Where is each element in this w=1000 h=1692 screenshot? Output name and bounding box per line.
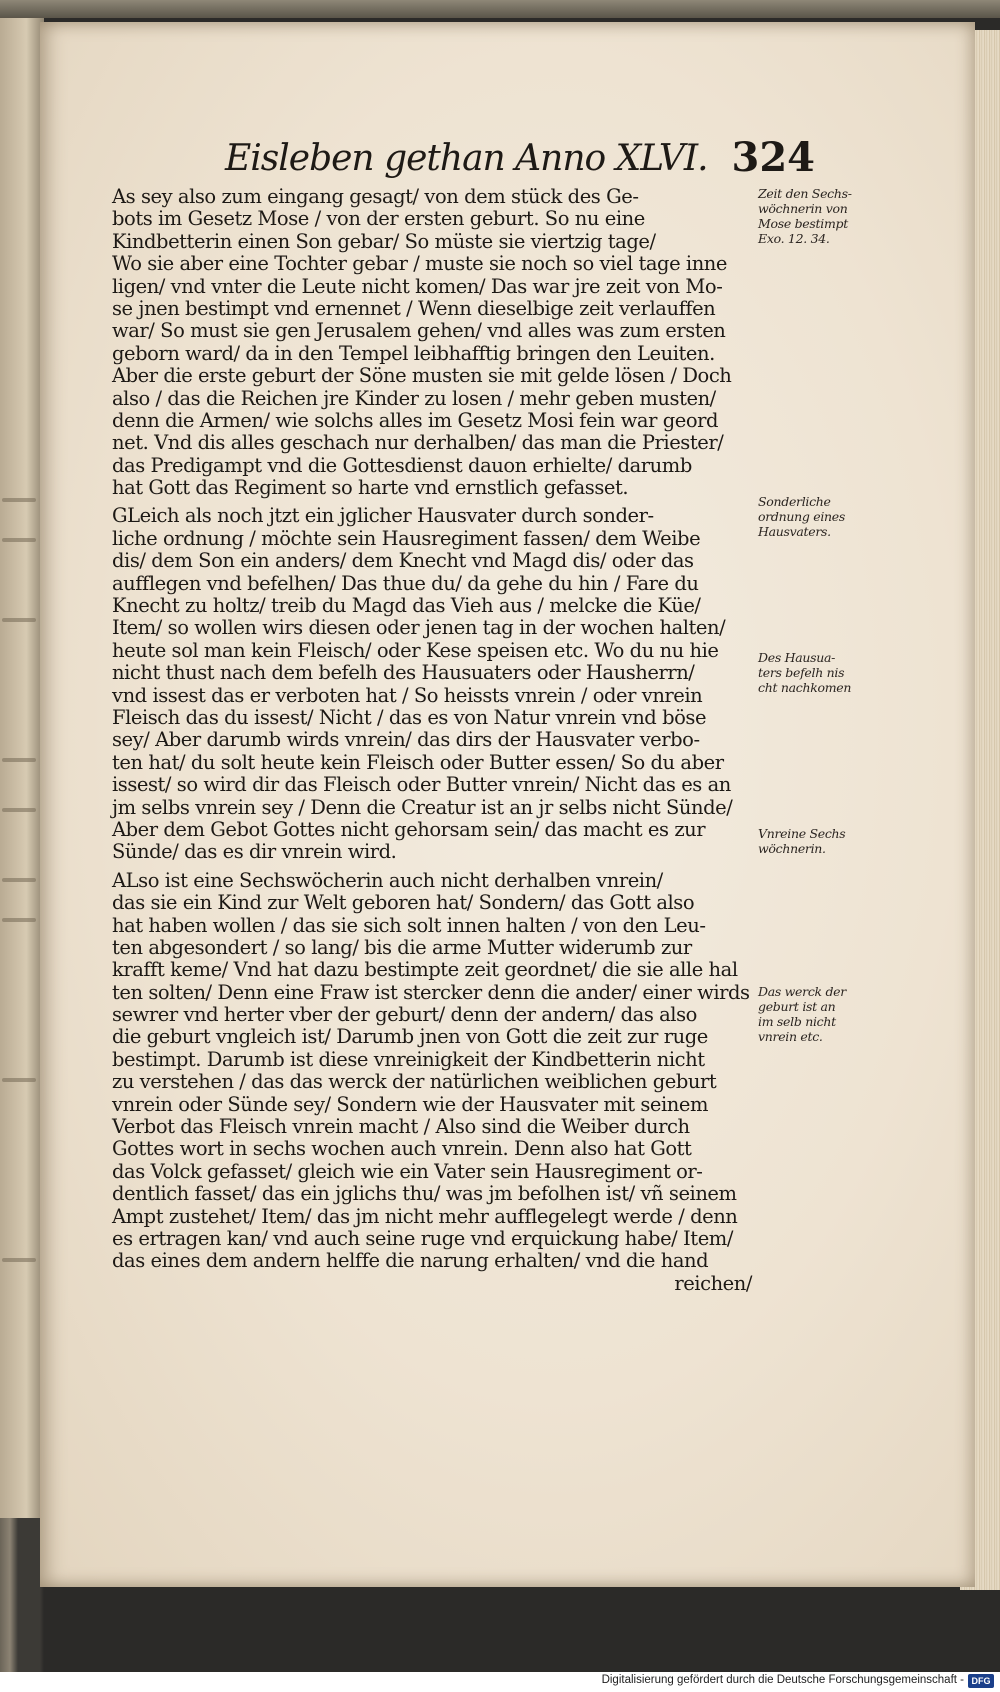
text-line: das Predigampt vnd die Gottesdienst dauon erhielte/ darumb — [112, 453, 692, 477]
text-line: bots im Gesetz Mose / von der ersten geburt. So nu eine — [112, 207, 645, 231]
margin-note-line: wöchnerin. — [758, 841, 826, 856]
text-line: Verbot das Fleisch vnrein macht / Also sind die Weiber durch — [112, 1115, 690, 1139]
page-header — [225, 134, 815, 188]
text-line: ten solten/ Denn eine Fraw ist stercker denn die ander/ einer wirds — [112, 980, 750, 1004]
dfg-logo: DFG — [968, 1674, 994, 1688]
text-line: Sünde/ das es dir vnrein wird. — [112, 840, 397, 864]
text-line: das eines dem andern helffe die narung erhalten/ vnd die hand — [112, 1249, 709, 1273]
text-line: GLeich als noch jtzt ein jglicher Hausvater durch sonder- — [112, 504, 654, 528]
text-line: vnrein oder Sünde sey/ Sondern wie der Hausvater mit seinem — [112, 1092, 709, 1116]
previous-page-edge — [0, 18, 44, 1518]
text-line: Kindbetterin einen Son gebar/ So müste sie viertzig tage/ — [112, 229, 656, 253]
margin-note-line: ordnung eines — [758, 509, 845, 524]
text-line: hat haben wollen / das sie sich solt innen halten / von den Leu- — [112, 913, 706, 937]
paragraph — [112, 505, 752, 863]
text-line: nicht thust nach dem befelh des Hausuaters oder Hausherrn/ — [112, 661, 695, 685]
text-line: zu verstehen / das das werck der natürlichen weiblichen geburt — [112, 1070, 717, 1094]
text-line: Gottes wort in sechs wochen auch vnrein. Denn also hat Gott — [112, 1137, 692, 1161]
text-line: Ampt zustehet/ Item/ das jm nicht mehr aufflegelegt werde / denn — [112, 1204, 738, 1228]
running-title: Eisleben gethan Anno XLVI. — [225, 138, 708, 179]
margin-note-line: Vnreine Sechs — [758, 826, 846, 841]
text-line: ten hat/ du solt heute kein Fleisch oder Butter essen/ So du aber — [112, 750, 724, 774]
margin-note — [758, 186, 908, 246]
margin-note-line: geburt ist an — [758, 999, 836, 1014]
text-line: net. Vnd dis alles geschach nur derhalben/ das man die Priester/ — [112, 431, 724, 455]
folio-number: 324 — [731, 134, 815, 181]
text-line: Wo sie aber eine Tochter gebar / muste sie noch so viel tage inne — [112, 252, 728, 276]
text-line: krafft keme/ Vnd hat dazu bestimpte zeit geordnet/ die sie alle hal — [112, 958, 738, 982]
text-line: aufflegen vnd befelhen/ Das thue du/ da gehe du hin / Fare du — [112, 571, 699, 595]
paragraph — [112, 870, 752, 1273]
text-line: die geburt vngleich ist/ Darumb jnen von Gott die zeit zur ruge — [112, 1025, 708, 1049]
text-line: das sie ein Kind zur Welt geboren hat/ Sondern/ das Gott also — [112, 891, 695, 915]
text-line: das Volck gefasset/ gleich wie ein Vater sein Hausregiment or- — [112, 1159, 703, 1183]
margin-note-line: Das werck der — [758, 984, 846, 999]
margin-note-line: Mose bestimpt — [758, 216, 848, 231]
margin-note-line: ters befelh nis — [758, 665, 845, 680]
text-line: Fleisch das du issest/ Nicht / das es von Natur vnrein vnd böse — [112, 705, 707, 729]
margin-note-line: Sonderliche — [758, 494, 831, 509]
text-line: Aber die erste geburt der Söne musten sie mit gelde lösen / Doch — [112, 364, 732, 388]
text-line: bestimpt. Darumb ist diese vnreinigkeit der Kindbetterin nicht — [112, 1047, 705, 1071]
text-line: issest/ so wird dir das Fleisch oder Butter vnrein/ Nicht das es an — [112, 773, 731, 797]
text-line: liche ordnung / möchte sein Hausregiment fassen/ dem Weibe — [112, 526, 701, 550]
margin-note-line: wöchnerin von — [758, 201, 848, 216]
catchword: reichen/ — [674, 1271, 752, 1295]
text-line: war/ So must sie gen Jerusalem gehen/ vnd alles was zum ersten — [112, 319, 726, 343]
text-line: vnd issest das er verboten hat / So heissts vnrein / oder vnrein — [112, 683, 703, 707]
text-line: sey/ Aber darumb wirds vnrein/ das dirs der Hausvater verbo- — [112, 728, 700, 752]
margin-note — [758, 650, 908, 695]
text-line: Knecht zu holtz/ treib du Magd das Vieh aus / melcke die Küe/ — [112, 594, 701, 618]
paragraph — [112, 186, 752, 499]
text-line: jm selbs vnrein sey / Denn die Creatur ist an jr selbs nicht Sünde/ — [112, 795, 733, 819]
scanner-top-edge — [0, 0, 1000, 18]
margin-note-line: Des Hausua- — [758, 650, 836, 665]
text-line: sewrer vnd herter vber der geburt/ denn der andern/ das also — [112, 1003, 697, 1027]
text-line: Aber dem Gebot Gottes nicht gehorsam sein/ das macht es zur — [112, 817, 706, 841]
funding-credit: Digitalisierung gefördert durch die Deutsche Forschungsgemeinschaft - — [601, 1674, 964, 1686]
margin-note-line: vnrein etc. — [758, 1029, 823, 1044]
margin-note — [758, 826, 908, 856]
main-text-block — [112, 186, 752, 1295]
margin-note-line: im selb nicht — [758, 1014, 836, 1029]
text-line: hat Gott das Regiment so harte vnd ernstlich gefasset. — [112, 476, 629, 500]
text-line: ligen/ vnd vnter die Leute nicht komen/ Das war jre zeit von Mo- — [112, 274, 723, 298]
margin-note — [758, 494, 908, 539]
text-line: dis/ dem Son ein anders/ dem Knecht vnd Magd dis/ oder das — [112, 549, 694, 573]
text-line: ALso ist eine Sechswöcherin auch nicht derhalben vnrein/ — [112, 868, 663, 892]
text-line: es ertragen kan/ vnd auch seine ruge vnd erquickung habe/ Item/ — [112, 1226, 733, 1250]
text-line: se jnen bestimpt vnd ernennet / Wenn dieselbige zeit verlauffen — [112, 296, 716, 320]
text-line: As sey also zum eingang gesagt/ von dem stück des Ge- — [112, 185, 639, 208]
text-line: dentlich fasset/ das ein jglichs thu/ was jm befolhen ist/ vñ seinem — [112, 1182, 737, 1206]
text-line: geborn ward/ da in den Tempel leibhafftig bringen den Leuiten. — [112, 341, 715, 365]
margin-note-line: Zeit den Sechs- — [758, 186, 852, 201]
text-line: denn die Armen/ wie solchs alles im Gesetz Mosi fein war geord — [112, 408, 719, 432]
text-line: Item/ so wollen wirs diesen oder jenen tag in der wochen halten/ — [112, 616, 726, 640]
margin-note — [758, 984, 908, 1044]
text-line: ten abgesondert / so lang/ bis die arme Mutter widerumb zur — [112, 935, 692, 959]
text-line: heute sol man kein Fleisch/ oder Kese speisen etc. Wo du nu hie — [112, 638, 719, 662]
margin-note-line: Hausvaters. — [758, 524, 831, 539]
text-line: also / das die Reichen jre Kinder zu losen / mehr geben musten/ — [112, 386, 716, 410]
margin-note-line: Exo. 12. 34. — [758, 231, 830, 246]
margin-note-line: cht nachkomen — [758, 680, 852, 695]
